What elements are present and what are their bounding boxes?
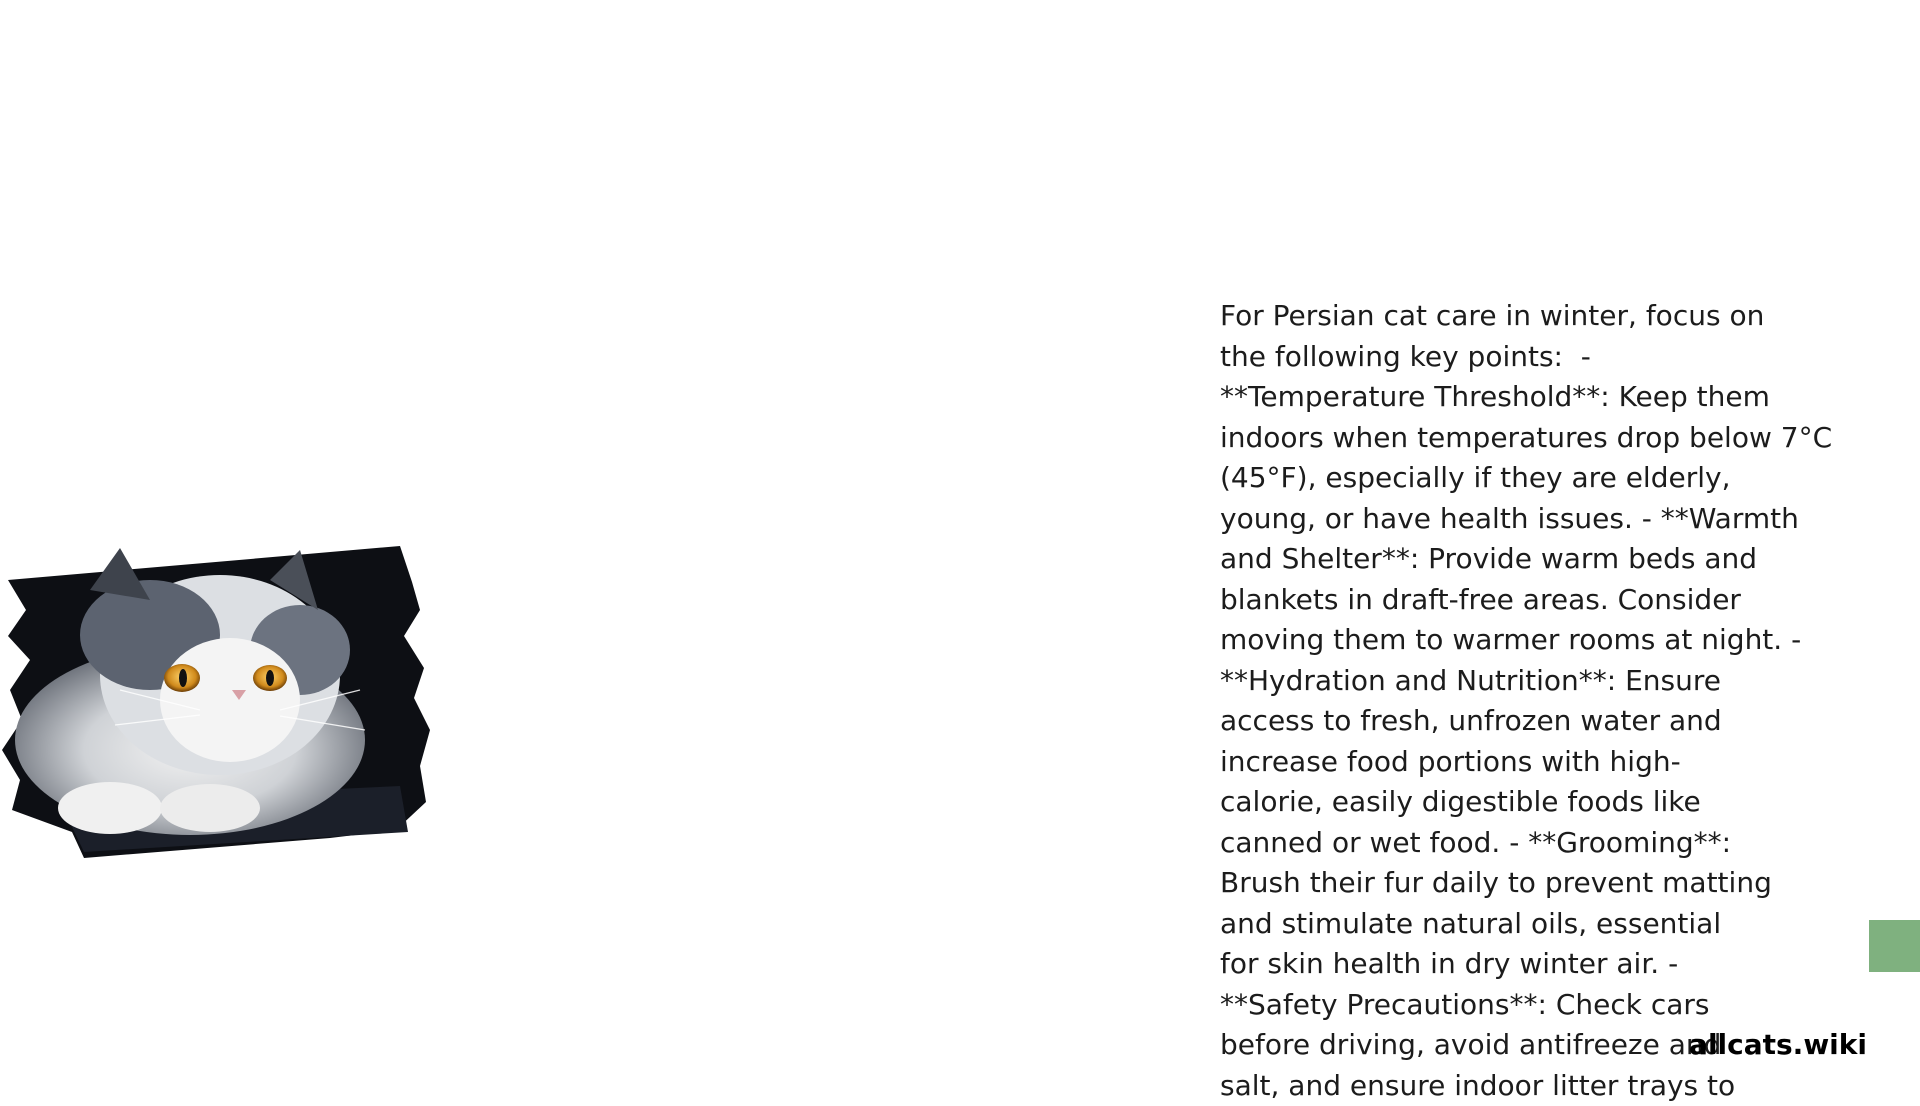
article-line: access to fresh, unfrozen water and — [1220, 701, 1870, 742]
article-line: **Safety Precautions**: Check cars — [1220, 985, 1870, 1026]
article-line: For Persian cat care in winter, focus on — [1220, 296, 1870, 337]
article-line: for skin health in dry winter air. - — [1220, 944, 1870, 985]
article-line: and Shelter**: Provide warm beds and — [1220, 539, 1870, 580]
article-line: young, or have health issues. - **Warmth — [1220, 499, 1870, 540]
article-line: **Temperature Threshold**: Keep them — [1220, 377, 1870, 418]
article-line: blankets in draft-free areas. Consider — [1220, 580, 1870, 621]
article-line: Brush their fur daily to prevent matting — [1220, 863, 1870, 904]
article-line: salt, and ensure indoor litter trays to — [1220, 1066, 1870, 1106]
article-line: and stimulate natural oils, essential — [1220, 904, 1870, 945]
article-line: increase food portions with high- — [1220, 742, 1870, 783]
side-tab[interactable] — [1869, 920, 1920, 972]
persian-cat-photo — [0, 540, 435, 860]
article-line: indoors when temperatures drop below 7°C — [1220, 418, 1870, 459]
article-line: calorie, easily digestible foods like — [1220, 782, 1870, 823]
article-text — [1220, 296, 1870, 1106]
site-brand[interactable]: allcats.wiki — [1689, 1025, 1867, 1065]
article-line: (45°F), especially if they are elderly, — [1220, 458, 1870, 499]
article-line: the following key points: - — [1220, 337, 1870, 378]
article-line: before driving, avoid antifreeze and — [1220, 1025, 1870, 1066]
article-line: moving them to warmer rooms at night. - — [1220, 620, 1870, 661]
article-line: **Hydration and Nutrition**: Ensure — [1220, 661, 1870, 702]
article-line: canned or wet food. - **Grooming**: — [1220, 823, 1870, 864]
